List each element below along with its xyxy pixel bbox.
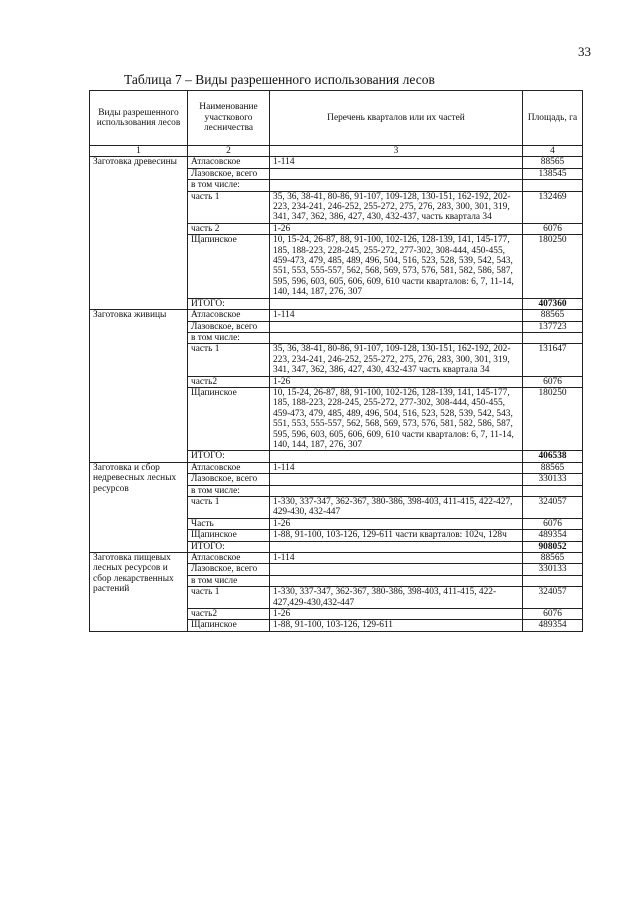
forestry-cell: часть 1 — [188, 344, 270, 376]
quarters-cell: 1-26 — [270, 609, 523, 620]
area-cell: 489354 — [523, 620, 583, 631]
table-row — [90, 553, 583, 564]
area-cell — [523, 180, 583, 191]
quarters-cell: 1-330, 337-347, 362-367, 380-386, 398-403, 411-415, 422-427,429-430,432-447 — [270, 587, 523, 609]
area-cell: 180250 — [523, 387, 583, 450]
quarters-cell: 1-88, 91-100, 103-126, 129-611 части кварталов: 102ч, 128ч — [270, 530, 523, 541]
area-cell: 324057 — [523, 497, 583, 519]
activity-cell: Заготовка пищевых лесных ресурсов и сбор лекарственных растений — [90, 553, 188, 632]
forestry-cell: Лазовское, всего — [188, 564, 270, 575]
quarters-cell — [270, 485, 523, 496]
forestry-cell: в том числе — [188, 575, 270, 586]
forestry-cell: Лазовское, всего — [188, 474, 270, 485]
forestry-cell: часть2 — [188, 609, 270, 620]
forestry-cell: Щапинское — [188, 530, 270, 541]
quarters-cell: 1-88, 91-100, 103-126, 129-611 — [270, 620, 523, 631]
forestry-cell: Щапинское — [188, 387, 270, 450]
quarters-cell — [270, 564, 523, 575]
column-number-row — [90, 146, 583, 157]
area-cell: 88565 — [523, 157, 583, 168]
total-label: ИТОГО: — [188, 298, 270, 309]
quarters-cell — [270, 451, 523, 462]
forestry-cell: Атласовское — [188, 553, 270, 564]
area-cell — [523, 575, 583, 586]
quarters-cell: 1-114 — [270, 157, 523, 168]
area-cell — [523, 332, 583, 343]
table-row — [90, 462, 583, 473]
area-cell: 324057 — [523, 587, 583, 609]
quarters-cell — [270, 168, 523, 179]
area-cell: 330133 — [523, 564, 583, 575]
activity-cell: Заготовка и сбор недревесных лесных ресурсов — [90, 462, 188, 552]
header-quarters: Перечень кварталов или их частей — [270, 91, 523, 146]
activity-cell: Заготовка живицы — [90, 310, 188, 463]
area-cell: 180250 — [523, 235, 583, 298]
permitted-use-table — [89, 90, 583, 632]
area-cell: 330133 — [523, 474, 583, 485]
total-area: 407360 — [523, 298, 583, 309]
total-label: ИТОГО: — [188, 451, 270, 462]
quarters-cell — [270, 474, 523, 485]
area-cell: 6076 — [523, 609, 583, 620]
quarters-cell: 1-114 — [270, 553, 523, 564]
quarters-cell: 35, 36, 38-41, 80-86, 91-107, 109-128, 130-151, 162-192, 202-223, 234-241, 246-252, 255-272, 275, 276, 283, 300, 301, 319, 341, 347, 362, 386, 427, 430, 432-437 часть квартала 34 — [270, 344, 523, 376]
area-cell — [523, 485, 583, 496]
forestry-cell: Атласовское — [188, 310, 270, 321]
quarters-cell — [270, 332, 523, 343]
quarters-cell: 10, 15-24, 26-87, 88, 91-100, 102-126, 128-139, 141, 145-177, 185, 188-223, 228-245, 255-272, 277-302, 308-444, 450-455, 459-473, 479, 485, 489, 496, 504, 516, 523, 528, 539, 542, 543, 551, 553, 555-557, 562, 568, 569, 573, 576, 581, 582, 586, 587, 595, 596, 603, 605, 606, 609, 610 части кварталов: 6, 7, 11-14, 140, 144, 187, 276, 307 — [270, 235, 523, 298]
header-forestry: Наименование участкового лесничества — [188, 91, 270, 146]
area-cell: 88565 — [523, 462, 583, 473]
table-body — [90, 157, 583, 631]
total-area: 908052 — [523, 541, 583, 552]
forestry-cell: Атласовское — [188, 462, 270, 473]
page-number: 33 — [578, 44, 591, 59]
forestry-cell: Щапинское — [188, 235, 270, 298]
area-cell: 489354 — [523, 530, 583, 541]
quarters-cell — [270, 321, 523, 332]
header-row — [90, 91, 583, 146]
forestry-cell: Часть — [188, 518, 270, 529]
column-number: 1 — [90, 146, 188, 157]
area-cell: 6076 — [523, 223, 583, 234]
quarters-cell — [270, 541, 523, 552]
header-area: Площадь, га — [523, 91, 583, 146]
column-number: 4 — [523, 146, 583, 157]
area-cell: 6076 — [523, 376, 583, 387]
column-number: 2 — [188, 146, 270, 157]
forestry-cell: часть 2 — [188, 223, 270, 234]
quarters-cell: 1-26 — [270, 376, 523, 387]
forestry-cell: Атласовское — [188, 157, 270, 168]
quarters-cell: 35, 36, 38-41, 80-86, 91-107, 109-128, 130-151, 162-192, 202-223, 234-241, 246-252, 255-272, 275, 276, 283, 300, 301, 319, 341, 347, 362, 386, 427, 430, 432-437, часть квартала 34 — [270, 191, 523, 223]
forestry-cell: часть2 — [188, 376, 270, 387]
total-label: ИТОГО: — [188, 541, 270, 552]
quarters-cell — [270, 298, 523, 309]
quarters-cell: 10, 15-24, 26-87, 88, 91-100, 102-126, 128-139, 141, 145-177, 185, 188-223, 228-245, 255-272, 277-302, 308-444, 450-455, 459-473, 479, 485, 489, 496, 504, 516, 523, 528, 539, 542, 543, 551, 553, 555-557, 562, 568, 569, 573, 576, 581, 582, 586, 587, 595, 596, 603, 605, 606, 609, 610 части кварталов: 6, 7, 11-14, 140, 144, 187, 276, 307 — [270, 387, 523, 450]
quarters-cell: 1-26 — [270, 518, 523, 529]
forestry-cell: часть 1 — [188, 497, 270, 519]
quarters-cell: 1-26 — [270, 223, 523, 234]
forestry-cell: Лазовское, всего — [188, 321, 270, 332]
forestry-cell: Щапинское — [188, 620, 270, 631]
area-cell: 131647 — [523, 344, 583, 376]
table-title: Таблица 7 – Виды разрешенного использования лесов — [124, 72, 435, 87]
area-cell: 6076 — [523, 518, 583, 529]
forestry-cell: часть 1 — [188, 191, 270, 223]
forestry-cell: в том числе: — [188, 332, 270, 343]
quarters-cell: 1-330, 337-347, 362-367, 380-386, 398-403, 411-415, 422-427, 429-430, 432-447 — [270, 497, 523, 519]
quarters-cell: 1-114 — [270, 310, 523, 321]
area-cell: 132469 — [523, 191, 583, 223]
header-activity: Виды разрешенного использования лесов — [90, 91, 188, 146]
quarters-cell: 1-114 — [270, 462, 523, 473]
total-area: 406538 — [523, 451, 583, 462]
forestry-cell: Лазовское, всего — [188, 168, 270, 179]
forestry-cell: часть 1 — [188, 587, 270, 609]
table-row — [90, 157, 583, 168]
column-number: 3 — [270, 146, 523, 157]
table-row — [90, 310, 583, 321]
area-cell: 88565 — [523, 310, 583, 321]
quarters-cell — [270, 575, 523, 586]
area-cell: 138545 — [523, 168, 583, 179]
forestry-cell: в том числе: — [188, 485, 270, 496]
activity-cell: Заготовка древесины — [90, 157, 188, 310]
quarters-cell — [270, 180, 523, 191]
area-cell: 88565 — [523, 553, 583, 564]
area-cell: 137723 — [523, 321, 583, 332]
forestry-cell: в том числе: — [188, 180, 270, 191]
